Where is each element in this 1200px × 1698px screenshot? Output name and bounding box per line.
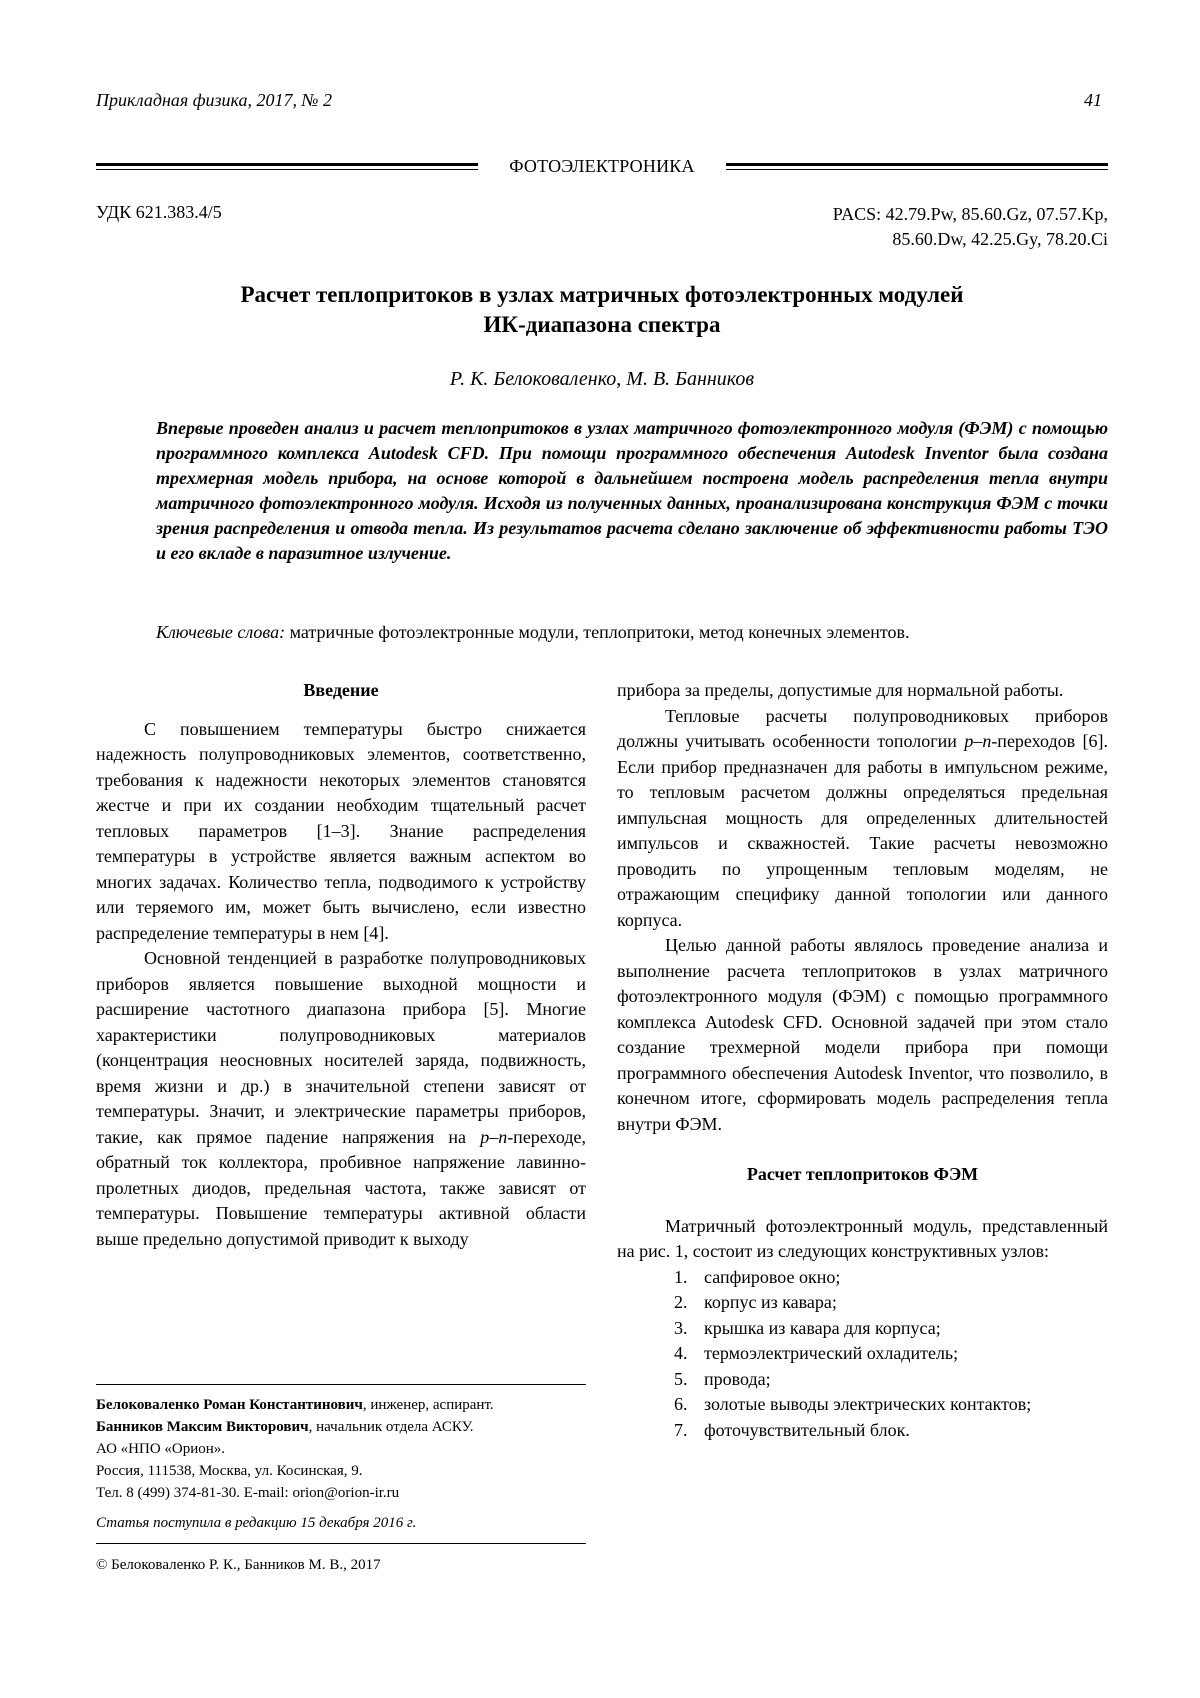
page-number: 41 — [1084, 90, 1102, 110]
abstract: Впервые проведен анализ и расчет теплопритоков в узлах матричного фотоэлектронного модуля (ФЭМ) с помощью программного комплекса Autodesk CFD. При помощи программного обеспечения Autodesk Inventor была создана трехмерная модель прибора, на основе которой в дальнейшем построена модель распределения тепла внутри матричного фотоэлектронного модуля. Исходя из полученных данных, проанализирована конструкция ФЭМ с точки зрения распределения и отвода тепла. Из результатов расчета сделано заключение об эффективности работы ТЭО и его вкладе в паразитное излучение. — [156, 418, 1108, 563]
journal-name: Прикладная физика, 2017, № 2 — [96, 90, 332, 110]
list-item — [617, 1316, 1108, 1342]
author-1-role: , инженер, аспирант. — [362, 1397, 494, 1413]
paragraph-text: Тепловые расчеты полупроводниковых приборов должны учитывать особенности топологии — [617, 705, 1108, 751]
paragraph-text: -переходов [6]. Если прибор предназначен для работы в импульсном режиме, то тепловым расчетом должны определяться предельная импульсная мощность для определенных длительностей импульсов и скважностей. Такие расчеты невозможно проводить по упрощенным тепловым моделям, не отражающим специфику данной топологии или данного корпуса. — [617, 731, 1109, 930]
list-text: сапфировое окно; — [704, 1266, 841, 1287]
pacs-line-1: PACS: 42.79.Pw, 85.60.Gz, 07.57.Kp, — [832, 204, 1108, 224]
left-column — [96, 678, 586, 1252]
paragraph-continuation: прибора за пределы, допустимые для нормальной работы. — [617, 680, 1064, 700]
contact-info: Тел. 8 (499) 374-81-30. E-mail: orion@orion-ir.ru — [96, 1485, 400, 1501]
paragraph — [617, 704, 1108, 934]
heading-introduction: Введение — [303, 680, 379, 700]
running-head — [96, 90, 1102, 111]
author-1-name: Белоковаленко Роман Константинович — [96, 1397, 363, 1413]
list-number: 7. — [674, 1419, 688, 1440]
list-number: 3. — [674, 1317, 688, 1338]
author-2-role: , начальник отдела АСКУ. — [308, 1419, 474, 1435]
footnote-author-2 — [96, 1416, 586, 1438]
section-bar — [96, 158, 1108, 178]
pacs-line-2: 85.60.Dw, 42.25.Gy, 78.20.Ci — [892, 229, 1108, 249]
author-footnote — [96, 1384, 586, 1576]
list-text: термоэлектрический охладитель; — [704, 1343, 959, 1363]
paragraph — [96, 946, 586, 1252]
paragraph-text: Основной тенденцией в разработке полупроводниковых приборов является повышение выходной мощности и расширение частотного диапазона прибора [5]. Многие характеристики полупроводниковых материалов (концентрация неосновных носителей заряда, подвижность, время жизни и др.) в значительной степени зависят от температуры. Значит, и электрические параметры приборов, такие, как прямое падение напряжения на — [96, 948, 586, 1147]
paragraph: Целью данной работы являлось проведение анализа и выполнение расчета теплопритоков в узлах матричного фотоэлектронного модуля (ФЭМ) с помощью программного комплекса Autodesk CFD. Основной задачей при этом стало создание трехмерной модели прибора при помощи программного обеспечения Autodesk Inventor, что позволило, в конечном итоге, сформировать модель распределения тепла внутри ФЭМ. — [617, 935, 1108, 1134]
copyright: © Белоковаленко Р. К., Банников М. В., 2017 — [96, 1543, 586, 1576]
list-text: провода; — [704, 1368, 771, 1389]
title-line-2: ИК-диапазона спектра — [483, 312, 721, 337]
heading-heat-calc: Расчет теплопритоков ФЭМ — [746, 1164, 979, 1184]
keywords-label: Ключевые слова: — [156, 622, 286, 642]
list-number: 4. — [674, 1343, 688, 1363]
list-number: 1. — [674, 1266, 688, 1287]
list-number: 2. — [674, 1292, 688, 1312]
list-item — [617, 1392, 1108, 1418]
right-column — [617, 678, 1108, 1443]
list-number: 5. — [674, 1368, 688, 1389]
list-text: корпус из кавара; — [704, 1292, 837, 1312]
paragraph-text: -переходе, обратный ток коллектора, пробивное напряжение лавинно-пролетных диодов, предельная частота, также зависят от температуры. Повышение температуры активной области выше предельно допустимой приводит к выходу — [96, 1126, 586, 1249]
article-title — [96, 280, 1108, 340]
list-text: фоточувствительный блок. — [704, 1419, 910, 1440]
udk-code: УДК 621.383.4/5 — [96, 202, 222, 222]
organization: АО «НПО «Орион». — [96, 1441, 226, 1457]
paragraph: С повышением температуры быстро снижается надежность полупроводниковых элементов, соответственно, требования к надежности некоторых элементов становятся жестче и при их создании необходим тщательный расчет тепловых параметров [1–3]. Знание распределения температуры в устройстве является важным аспектом во многих задачах. Количество тепла, подводимого к устройству или теряемого им, может быть вычислено, если известно распределение температуры в нем [4]. — [96, 718, 586, 943]
address: Россия, 111538, Москва, ул. Косинская, 9. — [96, 1463, 363, 1479]
author-2-name: Банников Максим Викторович — [96, 1419, 309, 1435]
list-number: 6. — [674, 1394, 688, 1414]
title-line-1: Расчет теплопритоков в узлах матричных фотоэлектронных модулей — [240, 282, 964, 307]
pn-junction-term: p–n — [480, 1126, 508, 1147]
component-list — [617, 1265, 1108, 1444]
section-rule-left — [96, 163, 478, 170]
list-item — [617, 1341, 1108, 1367]
section-label: ФОТОЭЛЕКТРОНИКА — [509, 156, 695, 176]
authors: Р. К. Белоковаленко, М. В. Банников — [449, 368, 755, 390]
list-item — [617, 1290, 1108, 1316]
list-item — [617, 1367, 1108, 1393]
list-text: крышка из кавара для корпуса; — [704, 1317, 941, 1338]
list-item — [617, 1265, 1108, 1291]
received-date: Статья поступила в редакцию 15 декабря 2016 г. — [96, 1515, 417, 1531]
list-text: золотые выводы электрических контактов; — [704, 1394, 1032, 1414]
pacs-codes — [833, 202, 1108, 252]
keywords-text: матричные фотоэлектронные модули, теплопритоки, метод конечных элементов. — [289, 622, 910, 642]
paragraph: Матричный фотоэлектронный модуль, представленный на рис. 1, состоит из следующих конструктивных узлов: — [617, 1215, 1108, 1261]
pn-junction-term: p–n — [964, 731, 992, 751]
keywords — [156, 622, 1108, 643]
list-item — [617, 1418, 1108, 1444]
footnote-author-1 — [96, 1394, 586, 1416]
section-rule-right — [726, 163, 1108, 170]
